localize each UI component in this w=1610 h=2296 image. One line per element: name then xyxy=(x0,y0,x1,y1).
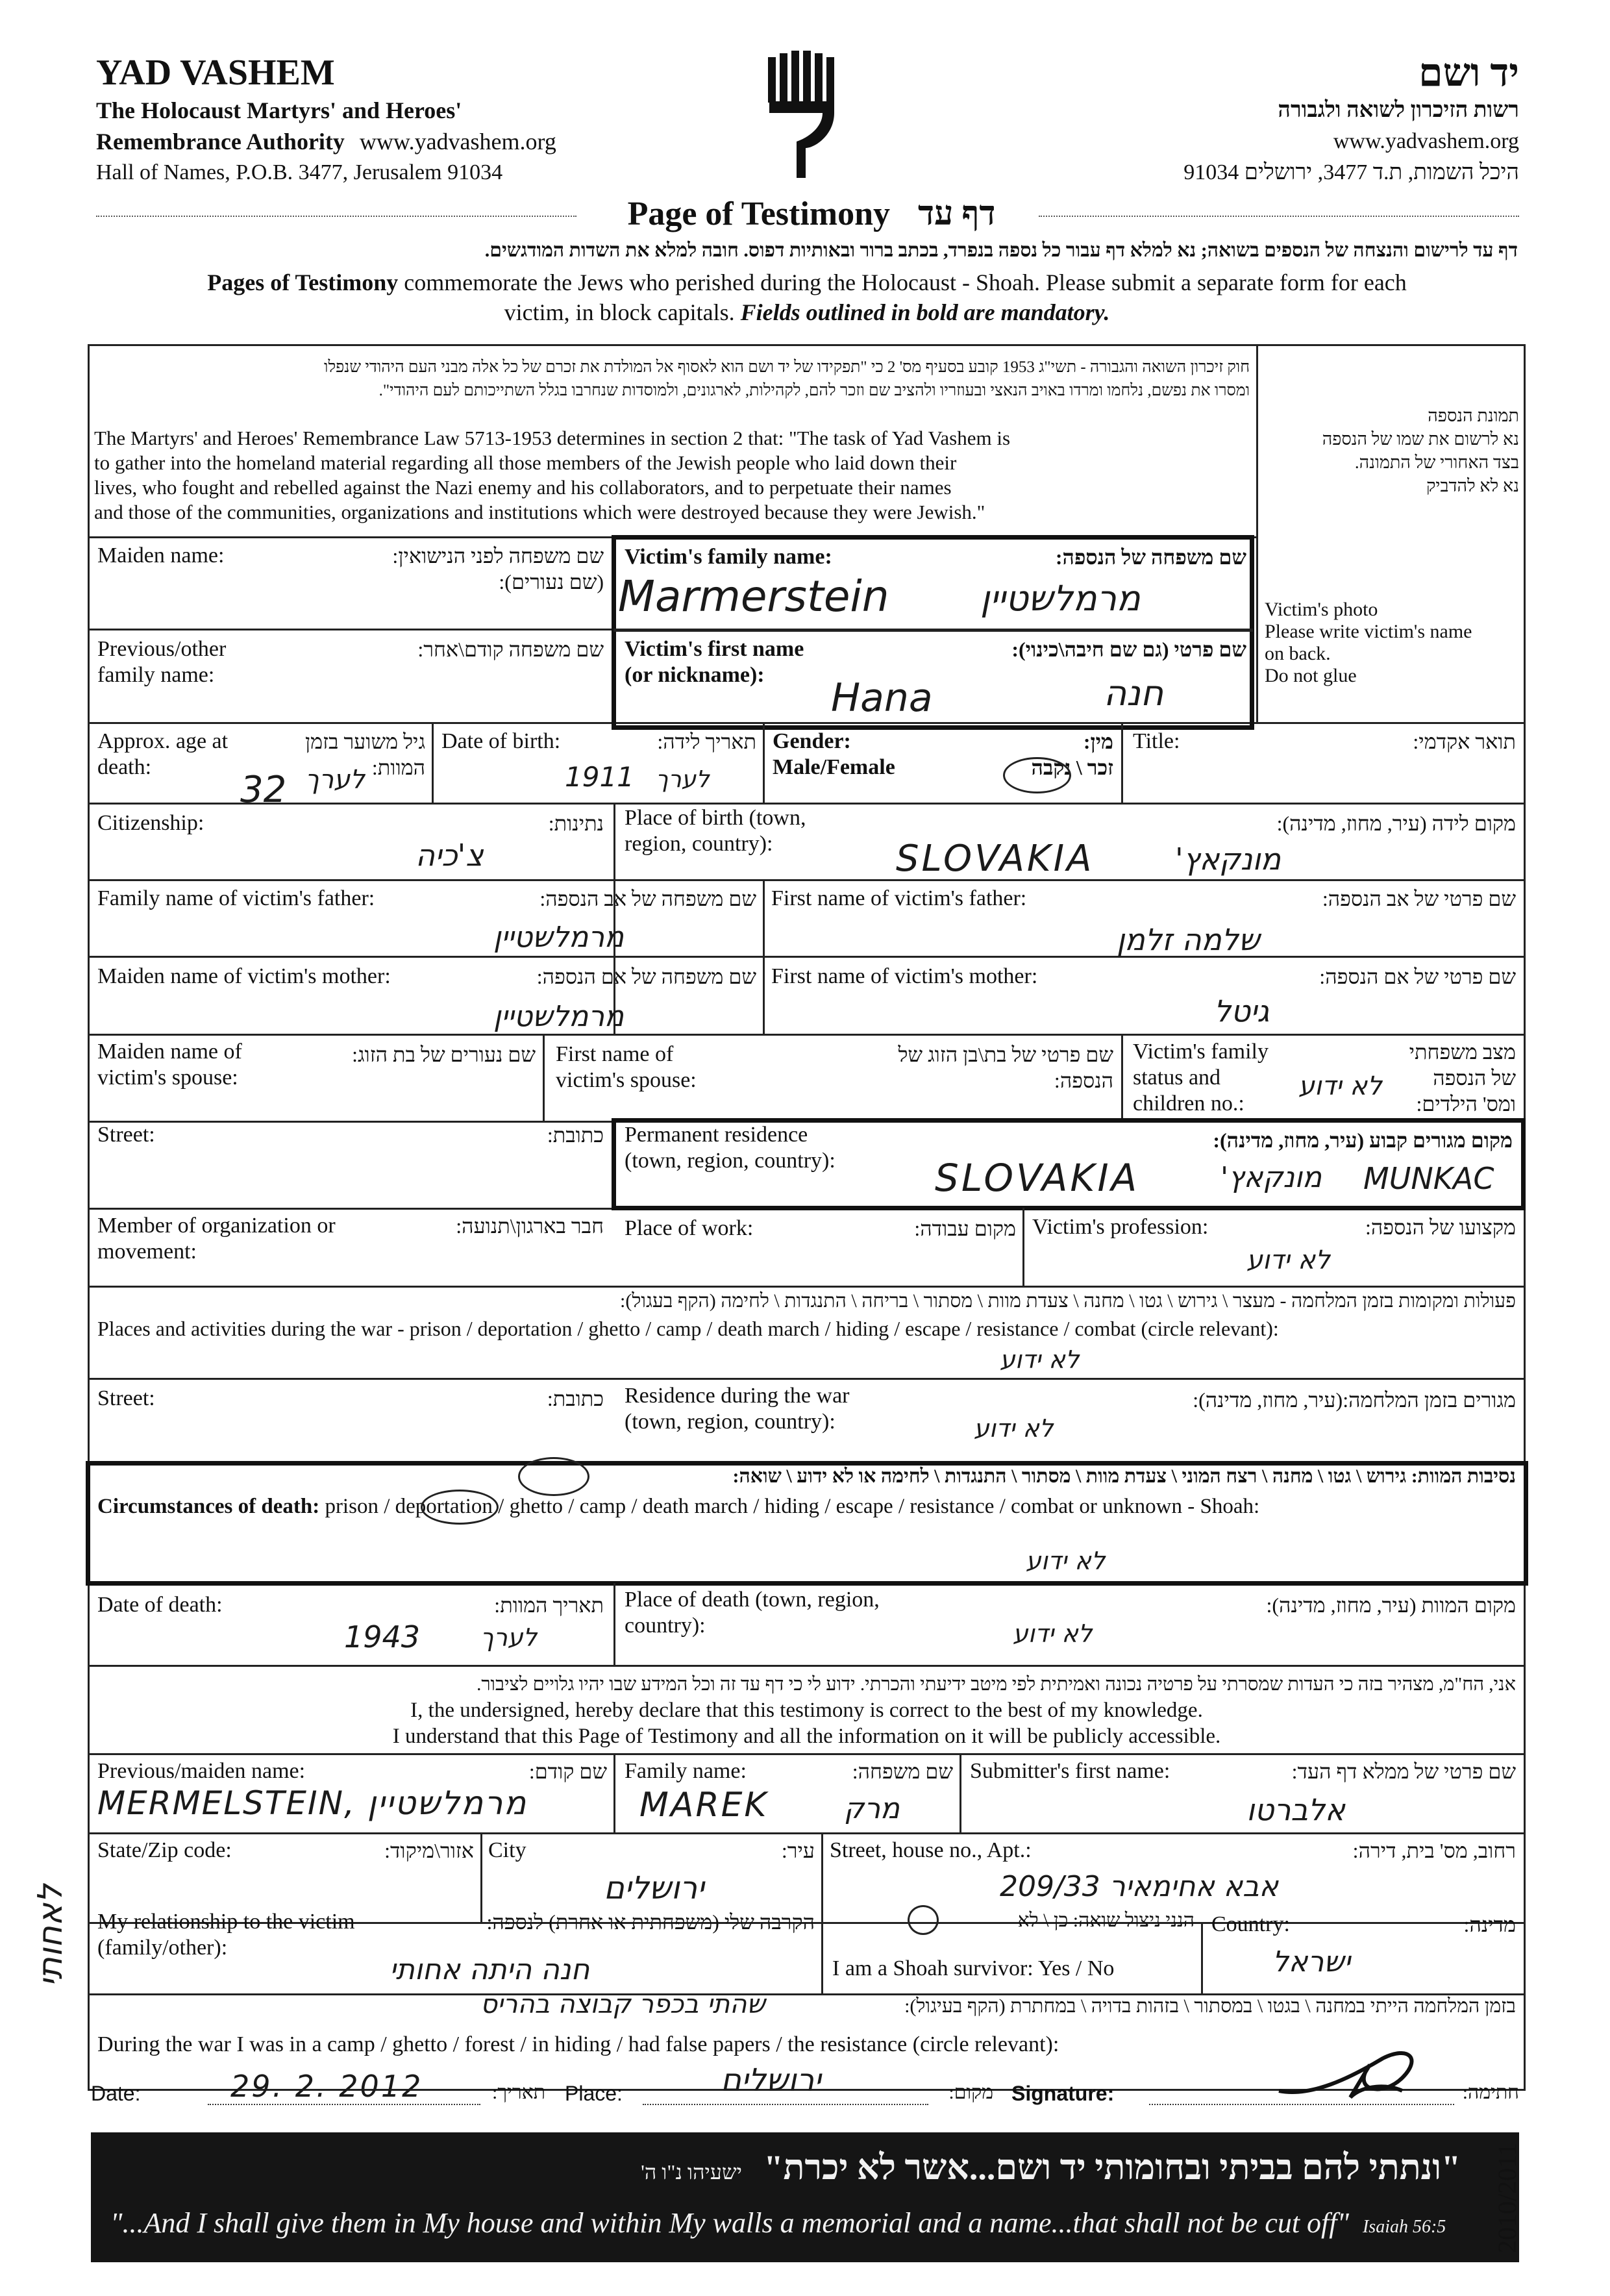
city-label: City xyxy=(488,1838,526,1862)
footer-quote-en: "...And I shall give them in My house and within My walls a memorial and a name...that shall not be cut off" xyxy=(110,2207,1349,2239)
state-zip-label-he: אזור\מיקוד: xyxy=(384,1839,474,1862)
row9-divider xyxy=(1022,1208,1024,1286)
org-en-1: Member of organization or xyxy=(97,1214,336,1238)
circumstances-label-bold: Circumstances of death: xyxy=(97,1495,320,1518)
mother-first-name-label-he: שם פרטי של אם הנספה: xyxy=(1319,965,1516,988)
row3-divider-1 xyxy=(432,722,434,803)
war-street-label-he: כתובת: xyxy=(547,1387,604,1410)
war-residence-label-he: מגורים בזמן המלחמה:(עיר, מחוז, מדינה): xyxy=(1193,1388,1516,1412)
prev-family-en-2: family name: xyxy=(97,663,215,687)
war-residence-label xyxy=(625,1383,850,1435)
yad-vashem-logo xyxy=(763,51,847,181)
relationship-label-he: הקרבה שלי (משפחתית או אחרת) לנספה: xyxy=(486,1910,815,1934)
places-activities-label: Places and activities during the war - prison / deportation / ghetto / camp / death march / hiding / escape / resistance / combat (circle relevant): xyxy=(97,1317,1279,1340)
deportation-circle[interactable] xyxy=(421,1490,499,1525)
row-line-13 xyxy=(88,1665,1526,1667)
permanent-residence-value-2[interactable]: MUNKAC xyxy=(1363,1161,1494,1196)
place-underline xyxy=(643,2104,928,2105)
date-of-death-label: Date of death: xyxy=(97,1593,223,1617)
profession-label-he: מקצועו של הנספה: xyxy=(1365,1216,1516,1239)
family-status-he-1: מצב משפחתי xyxy=(1409,1040,1516,1064)
approx-age-he-1: גיל משוער בזמן xyxy=(304,730,425,753)
spouse-first-name-label-he xyxy=(811,1042,1113,1093)
spouse-maiden-en-1: Maiden name of xyxy=(97,1040,242,1064)
footer-quote-he: "ונתתי להם בביתי ובחומותי יד ושם...אשר לא יכרת" xyxy=(763,2148,1461,2187)
row-line-15 xyxy=(88,1832,1526,1834)
row4-divider xyxy=(613,803,615,1034)
street-label-he: כתובת: xyxy=(547,1123,604,1147)
row7-divider-2 xyxy=(1121,1034,1123,1121)
dob-label: Date of birth: xyxy=(441,729,561,753)
org-en-title: YAD VASHEM xyxy=(96,53,335,93)
intro-en-rest: commemorate the Jews who perished during the Holocaust - Shoah. Please submit a separate form for each xyxy=(398,269,1407,295)
org-en-2: movement: xyxy=(97,1240,197,1264)
profession-label: Victim's profession: xyxy=(1032,1215,1209,1239)
spouse-first-name-label xyxy=(556,1042,697,1093)
mother-first-name-label: First name of victim's mother: xyxy=(771,964,1038,988)
date-underline xyxy=(208,2104,480,2105)
header-he xyxy=(974,51,1519,188)
family-status-en-1: Victim's family xyxy=(1133,1040,1269,1064)
father-family-name-value[interactable]: מרמלשטיין xyxy=(493,921,624,954)
dob-value-he[interactable]: לערך xyxy=(656,766,710,793)
org-he-address: היכל השמות, ת.ד 3477, ירושלים 91034 xyxy=(1183,160,1519,184)
sub-row3-divider-2 xyxy=(1201,1922,1203,1993)
war-residence-value[interactable]: לא ידוע xyxy=(974,1414,1054,1443)
maiden-name-he-1: שם משפחה לפני הנישואין: xyxy=(392,544,604,568)
signature-mark[interactable] xyxy=(1272,2039,1428,2117)
previous-family-name-label xyxy=(97,636,226,688)
law-he-line1: חוק זיכרון השואה והגבורה - תשי"ג 1953 קובע בסעיף מס' 2 כי "תפקידו של יד ושם הוא לאסוף אל המולדת את זכרם של כל אלה מבני העם היהודי שנפלו xyxy=(324,358,1250,376)
family-status-en-2: status and xyxy=(1133,1066,1221,1090)
title-label: Title: xyxy=(1133,729,1180,753)
spouse-maiden-name-label-he: שם נעורים של בת הזוג: xyxy=(352,1043,536,1066)
row-line-10 xyxy=(88,1286,1526,1288)
places-activities-label-he: פעולות ומקומות בזמן המלחמה - מעצר \ גירוש \ גטו \ מחנה \ צעדת מוות \ מסתור \ בריחה \ התנגדות \ לחימה (הקף בעגול): xyxy=(620,1290,1516,1312)
form-title-en: Page of Testimony xyxy=(627,195,891,232)
street-label: Street: xyxy=(97,1123,155,1147)
date-value[interactable]: 29. 2. 2012 xyxy=(230,2069,423,2104)
approx-age-label xyxy=(97,729,228,780)
place-label-he: מקום: xyxy=(948,2082,993,2103)
header-en xyxy=(96,51,680,188)
approx-age-en-1: Approx. age at xyxy=(97,729,229,753)
photo-instructions-he xyxy=(1266,404,1519,497)
country-label: Country: xyxy=(1211,1912,1290,1936)
family-status-he-2: של הנספה xyxy=(1433,1066,1516,1090)
perm-res-en-1: Permanent residence xyxy=(625,1123,808,1147)
row-line-14 xyxy=(88,1753,1526,1755)
photo-en-1: Victim's photo xyxy=(1265,599,1378,620)
form-title xyxy=(584,193,1039,235)
submitter-previous-name-label-he: שם קודם: xyxy=(528,1760,607,1783)
place-of-work-label: Place of work: xyxy=(625,1216,754,1240)
org-en-line2: Remembrance Authority xyxy=(96,129,345,155)
spouse-maiden-name-label xyxy=(97,1039,242,1091)
war-places-value[interactable]: שהתי בכפר קבוצה בהריס xyxy=(480,1990,765,2019)
circumstances-label-rest: prison / deportation / ghetto / camp / death march / hiding / escape / resistance / combat or unknown - Shoah: xyxy=(319,1495,1260,1518)
menorah-logo-icon xyxy=(763,51,847,181)
org-en-line1: The Holocaust Martyrs' and Heroes' xyxy=(96,97,462,123)
photo-instructions-en xyxy=(1265,599,1518,687)
submitter-street-label: Street, house no., Apt.: xyxy=(830,1838,1032,1862)
submitter-family-name-value[interactable]: MAREK xyxy=(639,1786,769,1825)
survivor-label-he: הנני ניצול שואה: כן \ לא xyxy=(1017,1910,1195,1931)
victim-first-name-en-1: Victim's first name xyxy=(625,637,804,661)
maiden-name-label-he xyxy=(312,543,604,595)
permanent-residence-label xyxy=(625,1122,836,1174)
maiden-name-label: Maiden name: xyxy=(97,543,225,568)
survivor-no-circle[interactable] xyxy=(908,1905,939,1935)
state-zip-label: State/Zip code: xyxy=(97,1838,232,1862)
approx-age-he-2: המוות: xyxy=(371,756,425,779)
org-en-url: www.yadvashem.org xyxy=(359,129,556,155)
row13-divider xyxy=(613,1583,615,1665)
victim-family-name-value-he[interactable]: מרמלשטיין xyxy=(980,578,1141,619)
declaration-en xyxy=(97,1697,1516,1749)
pob-en-1: Place of birth (town, xyxy=(625,806,806,830)
submitter-first-name-value[interactable]: אלברטו xyxy=(1246,1792,1345,1827)
intro-he: דף עד לרישום והנצחה של הנספים בשואה; נא למלא דף עבור כל נספה בנפרד, בכתב ברור ובאותיות דפוס. חובה למלא את השדות המודגשים. xyxy=(484,240,1518,261)
war-places-label-he: בזמן המלחמה הייתי במחנה \ בגטו \ במסתור \ בזהות בדויה \ במחתרת (הקף בעיגול): xyxy=(904,1995,1516,2017)
photo-he-3: בצד האחורי של התמונה. xyxy=(1354,453,1519,472)
submitter-family-name-label: Family name: xyxy=(625,1759,747,1783)
declaration-en-2: I understand that this Page of Testimony and all the information on it will be publicly accessible. xyxy=(392,1725,1221,1748)
name-box-divider xyxy=(613,629,1253,632)
law-en-line4: and those of the communities, organizations and institutions which were destroyed because they were Jewish." xyxy=(94,501,985,523)
citizenship-value[interactable]: צ'כיה xyxy=(415,838,484,873)
war-res-en-2: (town, region, country): xyxy=(625,1410,836,1434)
submitter-street-value[interactable]: אבא אחימאיר 209/33 xyxy=(1000,1870,1279,1903)
pod-en-1: Place of death (town, region, xyxy=(625,1588,880,1612)
victim-family-name-value[interactable]: Marmerstein xyxy=(618,571,889,621)
declaration-en-1: I, the undersigned, hereby declare that this testimony is correct to the best of my knowledge. xyxy=(410,1699,1203,1722)
sub-row2-divider-2 xyxy=(821,1832,823,1922)
gender-en-1: Gender: xyxy=(773,729,851,753)
family-status-label-he xyxy=(1389,1039,1516,1117)
permanent-residence-value-he[interactable]: מונקאץ' xyxy=(1220,1161,1322,1194)
declaration-he: אני, הח"מ, מצהיר בזה כי העדות שמסרתי על פרטיה נכונה ואמיתית לפי מיטב ידיעתי והכרתי. ידוע לי כי דף עד זה וכל המידע שבו יהיו גלויים לציבור. xyxy=(477,1674,1516,1695)
circumstances-label xyxy=(97,1493,1516,1519)
victim-first-name-en-2: (or nickname): xyxy=(625,663,765,687)
citizenship-label-he: נתינות: xyxy=(548,812,604,835)
father-first-name-label-he: שם פרטי של אב הנספה: xyxy=(1322,887,1516,910)
header-divider-left xyxy=(96,216,576,217)
dob-label-he: תאריך לידה: xyxy=(657,730,756,753)
intro-en-italic: Fields outlined in bold are mandatory. xyxy=(740,299,1110,325)
title-label-he: תואר אקדמי: xyxy=(1413,730,1516,753)
victim-first-name-value[interactable]: Hana xyxy=(831,675,933,721)
place-of-death-label xyxy=(625,1587,880,1639)
war-places-label: During the war I was in a camp / ghetto / forest / in hiding / had false papers / the resistance (circle relevant): xyxy=(97,2032,1059,2056)
footer-quote-he-line xyxy=(91,2147,1461,2193)
row-line-7 xyxy=(88,1034,1526,1036)
law-en-line3: lives, who fought and rebelled against the Nazi enemy and his collaborators, and to perpetuate their names xyxy=(94,476,952,499)
law-text xyxy=(94,356,1250,525)
place-value[interactable]: ירושלים xyxy=(721,2062,821,2099)
place-of-birth-label-he: מקום לידה (עיר, מחוז, מדינה): xyxy=(1276,812,1516,835)
war-res-en-1: Residence during the war xyxy=(625,1384,850,1408)
signature-underline xyxy=(1149,2104,1454,2105)
submitter-family-name-label-he: שם משפחה: xyxy=(852,1760,953,1783)
country-label-he: מדינה: xyxy=(1463,1913,1516,1936)
father-first-name-value[interactable]: שלמה זלמן xyxy=(1117,922,1260,957)
intro-en-bold: Pages of Testimony xyxy=(207,269,399,295)
spouse-maiden-en-2: victim's spouse: xyxy=(97,1066,238,1090)
sub-row1-divider-1 xyxy=(613,1753,615,1832)
dob-value[interactable]: 1911 xyxy=(565,761,634,793)
photo-he-4: נא לא להדביק xyxy=(1426,476,1519,495)
date-of-death-label-he: תאריך המוות: xyxy=(494,1593,604,1617)
org-he-url: www.yadvashem.org xyxy=(1333,129,1519,153)
photo-en-3: on back. xyxy=(1265,643,1331,664)
pod-en-2: country): xyxy=(625,1614,706,1638)
org-he-line1: רשות הזיכרון לשואה ולגבורה xyxy=(1278,98,1519,122)
gender-en-2: Male/Female xyxy=(773,755,895,779)
survivor-label: I am a Shoah survivor: Yes / No xyxy=(832,1956,1115,1980)
victim-first-name-label xyxy=(625,636,804,688)
place-of-birth-label xyxy=(625,805,806,857)
row-line-4 xyxy=(88,803,1526,805)
citizenship-label: Citizenship: xyxy=(97,811,204,835)
photo-en-2: Please write victim's name xyxy=(1265,621,1472,642)
relationship-en-2: (family/other): xyxy=(97,1936,228,1960)
submitter-previous-name-value[interactable]: MERMELSTEIN, מרמלשטיין xyxy=(97,1784,528,1822)
war-street-label: Street: xyxy=(97,1386,155,1410)
org-he-title: יד ושם xyxy=(1418,51,1519,94)
photo-divider xyxy=(1256,345,1258,722)
submitter-first-name-label: Submitter's first name: xyxy=(970,1759,1170,1783)
circumstances-value[interactable]: לא ידוע xyxy=(1026,1547,1106,1575)
place-label: Place: xyxy=(565,2082,623,2105)
date-of-death-value-he[interactable]: לערך xyxy=(480,1623,538,1652)
approx-age-value[interactable]: 32 xyxy=(240,769,287,811)
law-en-line2: to gather into the homeland material regarding all those members of the Jewish people who laid down their xyxy=(94,451,957,474)
victim-family-name-label-he: שם משפחה של הנספה: xyxy=(1055,545,1246,569)
family-status-value[interactable]: לא ידוע xyxy=(1298,1071,1382,1101)
victim-first-name-value-he[interactable]: חנה xyxy=(1104,673,1164,714)
sub-row3-divider-1 xyxy=(821,1922,823,1993)
pob-en-2: region, country): xyxy=(625,832,773,856)
org-en-address: Hall of Names, P.O.B. 3477, Jerusalem 91034 xyxy=(96,160,503,184)
spouse-first-en-2: victim's spouse: xyxy=(556,1068,697,1092)
victim-first-name-label-he: שם פרטי (גם שם חיבה\כינוי): xyxy=(1011,638,1246,661)
row-line-2 xyxy=(88,629,613,630)
father-family-name-label: Family name of victim's father: xyxy=(97,886,375,910)
organization-label-he: חבר בארגון\תנועה: xyxy=(456,1214,604,1238)
row-line-11 xyxy=(88,1378,1526,1380)
place-of-death-value[interactable]: לא ידוע xyxy=(1013,1619,1093,1648)
shoah-circle[interactable] xyxy=(518,1457,589,1496)
photo-en-4: Do not glue xyxy=(1265,665,1357,686)
signature-label: Signature: xyxy=(1011,2082,1115,2105)
relationship-en-1: My relationship to the victim xyxy=(97,1910,355,1934)
family-status-en-3: children no.: xyxy=(1133,1092,1245,1116)
relationship-value[interactable]: חנה היתה אחותי xyxy=(390,1953,590,1986)
footer-banner xyxy=(91,2132,1519,2262)
gender-female-circle[interactable] xyxy=(1003,757,1071,793)
spouse-first-en-1: First name of xyxy=(556,1042,674,1066)
sub-row1-divider-2 xyxy=(960,1753,961,1832)
signature-label-he: חתימה: xyxy=(1462,2082,1519,2103)
submitter-street-label-he: רחוב, מס' בית, דירה: xyxy=(1352,1839,1516,1862)
mother-maiden-name-value[interactable]: מרמלשטיין xyxy=(493,1000,624,1033)
mother-first-name-value[interactable]: גיטל xyxy=(1214,993,1270,1029)
city-value[interactable]: ירושלים xyxy=(604,1870,704,1906)
permanent-residence-value[interactable]: SLOVAKIA xyxy=(935,1156,1140,1200)
gender-he-2: זכר \ נקבה xyxy=(1031,756,1113,779)
organization-label xyxy=(97,1213,336,1265)
row7-divider-1 xyxy=(543,1034,545,1121)
city-label-he: עיר: xyxy=(781,1839,815,1862)
mother-maiden-name-label-he: שם משפחה של אם הנספה: xyxy=(536,965,756,988)
year-code: 2010/2011 xyxy=(1492,2143,1522,2253)
law-he-line2: ומסרו את נפשם, נלחמו ומרדו באויב הנאצי ובעוזריו ולהציב שם וזכר להם, לקהילות, לארגונים, ולמוסדות שנחרבו בגלל השתייכותם לעם היהודי". xyxy=(378,382,1250,399)
spouse-first-he-1: שם פרטי של בת\בן הזוג של xyxy=(898,1043,1113,1066)
row-line-6 xyxy=(88,956,1526,958)
date-label: Date: xyxy=(91,2082,141,2105)
submitter-family-name-value-he[interactable]: מרק xyxy=(844,1792,900,1825)
submitter-first-name-label-he: שם פרטי של ממלא דף העד: xyxy=(1291,1760,1516,1783)
gender-he-1: מין: xyxy=(1083,730,1113,753)
margin-note: לאחותי xyxy=(31,1884,70,1987)
intro-en-line2: victim, in block capitals. xyxy=(504,299,741,325)
spouse-first-he-2: הנספה: xyxy=(1054,1069,1113,1092)
prev-family-en-1: Previous/other xyxy=(97,637,227,661)
law-en-line1: The Martyrs' and Heroes' Remembrance Law 5713-1953 determines in section 2 that: "The task of Yad Vashem is xyxy=(94,427,1011,449)
maiden-name-he-2: (שם נעורים): xyxy=(499,570,604,593)
place-of-birth-value[interactable]: SLOVAKIA xyxy=(896,838,1095,880)
photo-he-2: נא לרשום את שמו של הנספה xyxy=(1322,429,1519,449)
footer-quote-en-line xyxy=(110,2205,1506,2245)
places-activities-value[interactable]: לא ידוע xyxy=(1000,1345,1080,1374)
row4-divider-left-top xyxy=(763,879,765,1034)
father-family-name-label-he: שם משפחה של אב הנספה: xyxy=(539,887,756,910)
place-of-birth-value-he[interactable]: מונקאץ' xyxy=(1175,842,1282,877)
perm-res-en-2: (town, region, country): xyxy=(625,1149,836,1173)
place-of-death-label-he: מקום המוות (עיר, מחוז, מדינה): xyxy=(1266,1593,1516,1617)
relationship-label xyxy=(97,1909,355,1961)
date-label-he: תאריך: xyxy=(492,2082,545,2103)
form-title-he: דף עד xyxy=(918,195,996,232)
place-of-work-label-he: מקום עבודה: xyxy=(914,1217,1016,1240)
submitter-previous-name-label: Previous/maiden name: xyxy=(97,1759,306,1783)
header-divider-right xyxy=(1039,216,1519,217)
mother-maiden-name-label: Maiden name of victim's mother: xyxy=(97,964,391,988)
intro-en xyxy=(96,268,1518,327)
country-value[interactable]: ישראל xyxy=(1272,1945,1351,1978)
signature-scribble-icon xyxy=(1272,2039,1428,2117)
approx-age-en-2: death: xyxy=(97,755,152,779)
circumstances-label-he: נסיבות המוות: גירוש \ גטו \ מחנה \ רצח המוני \ צעדת מוות \ מסתור \ התנגדות \ לחימה או לא ידוע \ שואה: xyxy=(732,1466,1516,1487)
date-of-death-value[interactable]: 1943 xyxy=(344,1619,421,1654)
permanent-residence-label-he: מקום מגורים קבוע (עיר, מחוז, מדינה): xyxy=(1213,1129,1513,1152)
row-line-5 xyxy=(88,879,1526,881)
photo-he-1: תמונת הנספה xyxy=(1428,406,1519,425)
profession-value[interactable]: לא ידוע xyxy=(1246,1245,1330,1275)
family-status-label xyxy=(1133,1039,1269,1117)
gender-label xyxy=(773,729,895,780)
footer-ref-he: ישעיהו נ"ו ה' xyxy=(641,2160,743,2184)
victim-family-name-label: Victim's family name: xyxy=(625,545,832,569)
row3-divider-3 xyxy=(1121,722,1123,803)
previous-family-name-label-he: שם משפחה קודם\אחר: xyxy=(417,638,604,661)
footer-ref-en: Isaiah 56:5 xyxy=(1362,2217,1446,2237)
row3-divider-2 xyxy=(763,722,765,803)
family-status-he-3: ומס' הילדים: xyxy=(1416,1092,1516,1116)
father-first-name-label: First name of victim's father: xyxy=(771,886,1027,910)
approx-age-value-he[interactable]: לערך xyxy=(305,765,365,795)
